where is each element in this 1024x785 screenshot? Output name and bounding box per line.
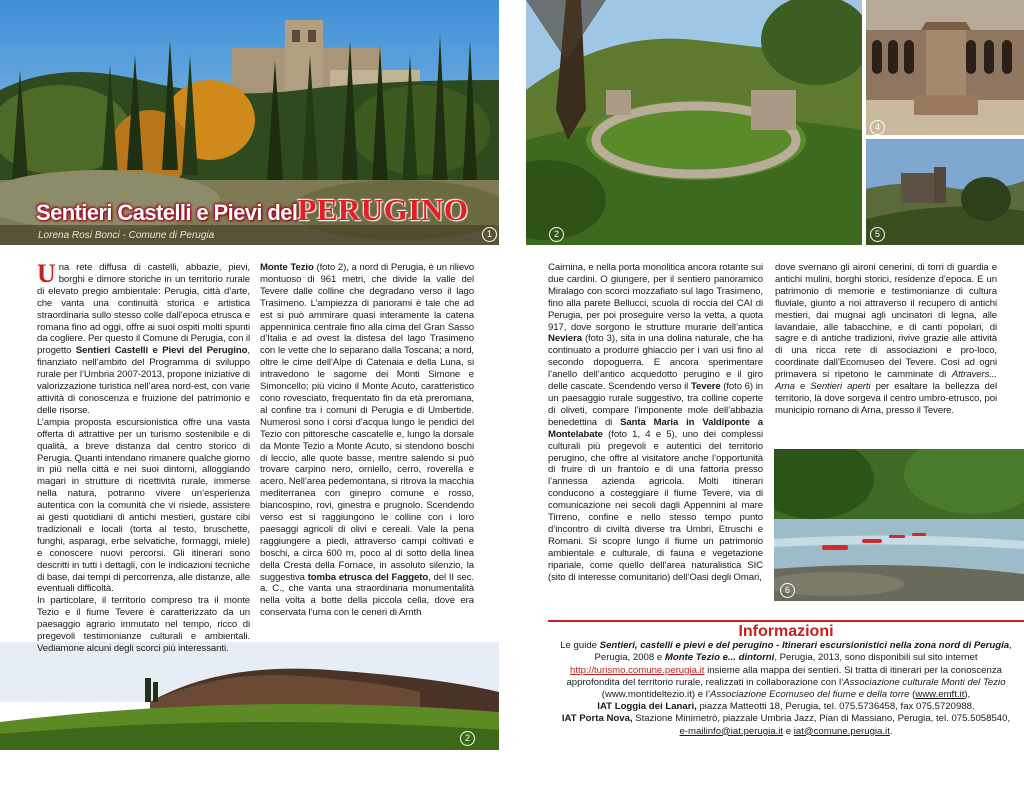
project-name: Sentieri Castelli e Pievi del Perugino — [75, 345, 248, 357]
text: , del II sec. a. C., che vanta una straordinaria monumentalità nella volta a botte della piccola cella, dove era conservata l’urna con le ceneri di Arnth — [260, 571, 474, 619]
info-iat-lanari — [556, 701, 1016, 713]
author-byline: Lorena Rosi Bonci - Comune di Perugia — [38, 230, 215, 241]
photo-number-5: 5 — [870, 227, 885, 242]
text: ( — [909, 689, 916, 701]
text: , Perugia, 2008 e — [594, 640, 1012, 664]
paragraph-monte-tezio — [260, 262, 474, 619]
photo-tevere-canoes — [774, 449, 1024, 601]
article-column-3 — [548, 262, 763, 583]
text: ), — [964, 689, 971, 701]
photo-neviera-ruins — [526, 0, 862, 245]
link-email-iat[interactable]: iat@comune.perugia.it — [793, 725, 890, 737]
iat-lanari-label: IAT Loggia dei Lanari, — [597, 701, 697, 713]
photo-monte-tezio — [0, 642, 499, 750]
text: piazza Matteotti 18, Perugia, tel. 075.5736458, fax 075.5720988. — [696, 701, 975, 713]
title-part-2: PERUGINO — [297, 192, 469, 227]
text: . — [889, 725, 893, 737]
photo-abbey-distant — [866, 139, 1024, 245]
title-part-1: Sentieri Castelli e Pievi del — [36, 200, 298, 225]
text: (foto 1, 4 e 5), uno dei complessi culturali più pregevoli e autentici del territorio perugino, che offre al visitatore anche l’opportunità di fruire di un frantoio e di una fattoria presso l’annessa azienda agricola. Molti itinerari conducono a costeggiare il fiume Tevere, via di comunicazione nei secoli dagli Appennini al mare Tirreno, confine e nello stesso tempo punto d’incontro di civiltà diverse tra Umbri, Etruschi e Romani. Si scopre lungo il fiume un patrimonio ambientale e culturale, di fauna e vegetazione ripariale, come quello dell’area naturalistica SIC (sito di interesse comunitario) dell’Oasi degli Omari, — [548, 428, 763, 583]
link-turismo[interactable]: http://turismo.comune.perugia.it — [570, 664, 705, 676]
heading-tevere: Tevere — [690, 381, 721, 393]
link-emft[interactable]: www.emft.it — [915, 689, 965, 701]
photo-number-6: 6 — [780, 583, 795, 598]
text: Le guide — [560, 640, 600, 652]
text: (foto 3), sita in una dolina naturale, che ha continuato a produrre ghiaccio per i vari usi fino al secondo dopoguerra. E ancora sperimentare l’anello dell’antico acquedotto perugino e il giro delle cascate. Scendendo verso il — [548, 333, 763, 393]
text: na rete diffusa di castelli, abbazie, pievi, borghi e dimore storiche in un territorio rurale di elevato pregio ambientale: Perugia, città d’arte, che vanta una continuità storica e artistica straordinaria sullo stesso colle dall’epoca etrusca e romana fino ad oggi, offre ai suoi ospiti molti spunti da cogliere. Per questo il Comune di Perugia, con il progetto — [37, 262, 250, 357]
article-column-2 — [260, 262, 474, 619]
paragraph-neviera-tevere — [548, 262, 763, 583]
event-name: Attravers... Arna — [775, 369, 997, 393]
article-column-4 — [775, 262, 997, 417]
heading-neviera: Neviera — [548, 333, 582, 345]
photo-number-4: 4 — [870, 120, 885, 135]
paragraph-intro — [37, 259, 250, 417]
text: Cairnina, e nella porta monolitica ancora rotante sui due cardini. O giungere, per il sentiero panoramico Miralago con scorci mozzafiato sul lago Trasimeno, fino alla parete Bellucci, scuola di roccia del CAI di Perugia, per poi proseguire verso la vetta, a quota 917, dove sorgono le strutture murarie dell’antica — [548, 262, 763, 333]
heading-monte-tezio: Monte Tezio — [260, 262, 314, 273]
text: (www.montideltezio.it) e l’ — [601, 689, 710, 701]
text: per esaltare la bellezza del territorio, là dove sorgeva il centro umbro-etrusco, poi municipio romano di Arna, presso il Tevere. — [775, 381, 997, 416]
heading-abbazia: Santa Maria in Valdiponte a Montelabate — [548, 416, 763, 440]
text: (foto 6) in un paesaggio rurale suggestivo, tra colline coperte di oliveti, compare l’imponente mole dell’abbazia benedettina di — [548, 381, 763, 428]
drop-cap: U — [37, 259, 56, 288]
text: Stazione Minimetrò, piazzale Umbria Jazz, Pian di Massiano, Perugia, tel. 075.5058540, — [632, 713, 1011, 725]
text: insieme alla mappa dei sentieri. Si tratta di itinerari per la conoscenza approfondita del territorio rurale, realizzati in collaborazione con l’ — [566, 664, 1002, 688]
photo-number-1: 1 — [482, 227, 497, 242]
guide-title-2: Monte Tezio e... dintorni — [664, 652, 775, 664]
page-title — [36, 192, 468, 228]
photo-abbey-cloister — [866, 0, 1024, 135]
association-name-2: Associazione Ecomuseo del fiume e della torre — [709, 689, 910, 701]
paragraph-offer: L’ampia proposta escursionistica offre una vasta offerta di attrattive per un turismo sostenibile e di qualità, a breve distanza dal centro storico di Perugia. Quanti intendano rimanere qualche giorno in più nella città e nei suoi dintorni, alloggiando magari in strutture di ricettività rurale, immerse nella natura, potranno vivere un’esperienza autentica con la comunità che vi risiede, assistere ai gesti quotidiani di antichi mestieri, gustare cibi tradizionali e locali (torta al testo, bruschette, funghi, asparagi, erbe selvatiche, formaggi, miele) e conoscere nuovi percorsi. Gli itinerari sono descritti in tutti i dettagli, con le indicazioni tecniche di base, dai tempi di percorrenza, alle distanze, alle eventuali difficoltà. — [37, 416, 250, 595]
paragraph-ecomuseo — [775, 262, 997, 417]
text: (foto 2), a nord di Perugia, è un rilievo montuoso di 961 metri, che divide la valle del Tevere dalle colline che degradano verso il lago Trasimeno. L’ampiezza di panorami è tale che ad est si può ammirare quasi interamente la catena appenninica centrale fino alla cima del Gran Sasso d’Italia e ad ovest la distesa del lago Trasimeno con le vette che lo separano dalla Toscana; a nord, oltre le cime dell’Alpe di Catenaia e della Luna, si intravedono le sagome dei Monti Simone e Simoncello; più vicino il Monte Acuto, caratteristico cono rovesciato, frequentato fin da età preromana, al confine tra i comuni di Perugia e di Umbertide. Numerosi sono i corsi d’acqua lungo le pendici del Tezio con pittoresche cascatelle e, lungo la dorsale da Monte Tezio a Monte Acuto, si stendono boschi di leccio, alle quote basse, mentre salendo si può trovare carpino nero, orniello, cerro, roverella e acero. Nell’area pedemontana, si ritrova la macchia mediterranea con ginepro comune e rosso, biancospino, rovi, ginestra e prugnolo. Scendendo verso est si raggiungono le colline con i loro paesaggi agricoli di olivi e cereali. Vale la pena raggiungere a piedi, attraverso campi coltivati e boschi, a circa 600 m, poco al di sotto della linea della Cresta della Fornace, in assoluto silenzio, la suggestiva — [260, 262, 475, 583]
text: e — [794, 381, 811, 393]
article-column-1 — [37, 259, 250, 655]
text: , Perugia, 2013, sono disponibili sul sito internet — [774, 652, 978, 664]
text: , finanziato nell’ambito del Programma di sviluppo rurale per l’Umbria 2007-2013, propone iniziative di valorizzazione turistica nell’area nord-est, con varie attività di conoscenza e fruizione del patrimonio e delle risorse. — [37, 345, 250, 416]
info-iat-portanova — [556, 713, 1016, 737]
info-heading: Informazioni — [738, 623, 834, 640]
info-box — [548, 622, 1024, 738]
guide-title-1: Sentieri, castelli e pievi e del perugino - Itinerari escursionistici nella zona nord di Perugia — [599, 640, 1010, 652]
text: e — [783, 725, 794, 737]
text: dove svernano gli aironi cenerini, di torri di guardia e antichi mulini, borghi storici, residenze d’epoca. E un patrimonio di memorie e testimonianze di cultura fluviale, giunto a noi attraverso il recupero di antichi mestieri, dai mugnai agli uncinatori di legna, alle lavandaie, alle tabacchine, e di canti popolari, di sagre e di antiche tradizioni, rivive grazie alle attività di una ricca rete di associazioni e pro-loco, coordinate dall’Ecomuseo del Tevere. Così ad ogni primavera si ripetono le camminate di — [775, 262, 997, 381]
event-name: Sentieri aperti — [810, 381, 871, 393]
association-name-1: Associazione culturale Monti del Tezio — [843, 676, 1006, 688]
heading-tomba-etrusca: tomba etrusca del Faggeto — [307, 571, 429, 583]
link-email-info[interactable]: e-mailinfo@iat.perugia.it — [679, 725, 784, 737]
info-guides — [556, 640, 1016, 701]
photo-number-2: 2 — [549, 227, 564, 242]
iat-portanova-label: IAT Porta Nova, — [561, 713, 633, 725]
photo-number-3: 2 — [460, 731, 475, 746]
paragraph-territory: In particolare, il territorio compreso tra il monte Tezio e il fiume Tevere è caratterizzato da un paesaggio agrario immutato nel tempo, ricco di pregevoli testimonianze culturali e ambientali. Vediamone alcuni degli scorci più interessanti. — [37, 595, 250, 654]
